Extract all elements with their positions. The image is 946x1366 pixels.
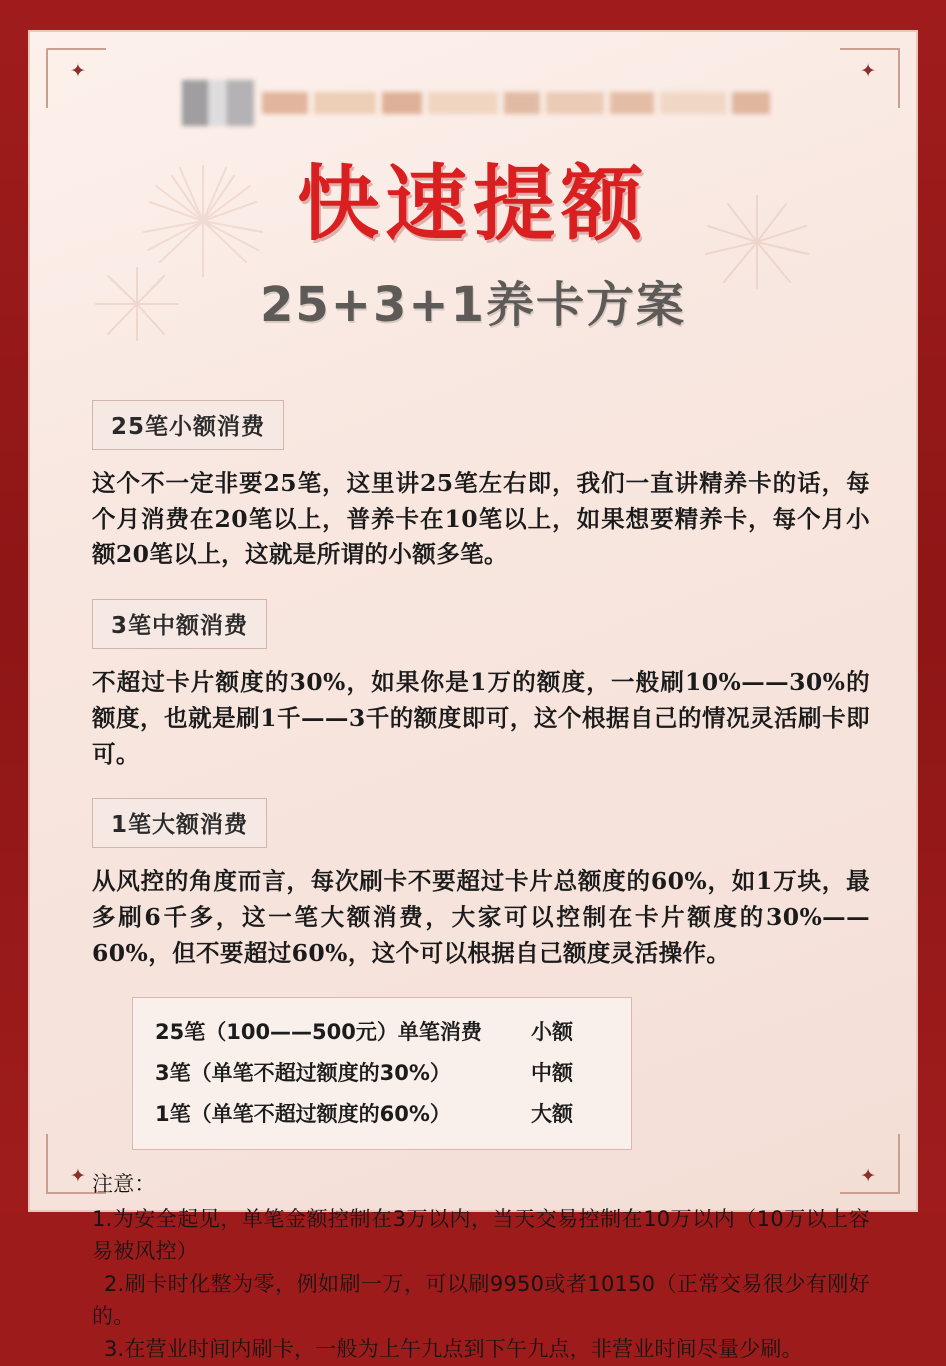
- section-paragraph: 这个不一定非要25笔，这里讲25笔左右即，我们一直讲精养卡的话，每个月消费在20笔以上，普养卡在10笔以上，如果想要精养卡，每个月小额20笔以上，这就是所谓的小额多笔。: [92, 469, 870, 569]
- summary-row: [155, 1094, 613, 1135]
- blurred-text-blocks: [262, 92, 770, 114]
- summary-description: 25笔（100——500元）单笔消费: [155, 1020, 482, 1045]
- summary-tag: 大额: [531, 1102, 573, 1127]
- summary-tag: 小额: [531, 1020, 573, 1045]
- poster-card: [28, 30, 918, 1362]
- note-item: 1.为安全起见，单笔金额控制在3万以内，当天交易控制在10万以内（10万以上容易被风控）: [92, 1206, 870, 1264]
- summary-description: 1笔（单笔不超过额度的60%）: [155, 1102, 451, 1127]
- summary-box: [132, 997, 632, 1150]
- notes-section: [92, 1168, 870, 1365]
- blurred-logo-icon: [182, 80, 254, 126]
- summary-row: [155, 1012, 613, 1053]
- star-icon: ✦: [70, 61, 86, 82]
- section-heading: 25笔小额消费: [92, 400, 284, 450]
- summary-tag: 中额: [531, 1061, 573, 1086]
- content-body: [92, 400, 870, 1366]
- note-item: 3.在营业时间内刷卡，一般为上午九点到下午九点，非营业时间尽量少刷。: [104, 1337, 803, 1362]
- section-large-spend: [92, 798, 870, 971]
- page-title: 快速提额: [296, 157, 649, 252]
- section-heading: 1笔大额消费: [92, 798, 267, 848]
- section-heading: 3笔中额消费: [92, 599, 267, 649]
- section-small-spend: [92, 400, 870, 573]
- summary-row: [155, 1053, 613, 1094]
- page-subtitle: 25+3+1养卡方案: [259, 277, 687, 334]
- note-item: 2.刷卡时化整为零，例如刷一万，可以刷9950或者10150（正常交易很少有刚好的。: [92, 1271, 870, 1329]
- section-paragraph: 不超过卡片额度的30%，如果你是1万的额度，一般刷10%——30%的额度，也就是刷1千——3千的额度即可，这个根据自己的情况灵活刷卡即可。: [92, 668, 870, 768]
- summary-description: 3笔（单笔不超过额度的30%）: [155, 1061, 451, 1086]
- blurred-watermark: [182, 80, 770, 126]
- star-icon: ✦: [860, 1166, 876, 1187]
- section-paragraph: 从风控的角度而言，每次刷卡不要超过卡片总额度的60%，如1万块，最多刷6千多，这一笔大额消费，大家可以控制在卡片额度的30%——60%，但不要超过60%，这个可以根据自己额度灵活操作。: [92, 867, 870, 967]
- star-icon: ✦: [860, 61, 876, 82]
- title-zone: [30, 157, 916, 335]
- notes-title: 注意：: [92, 1172, 156, 1197]
- star-icon: ✦: [70, 1166, 86, 1187]
- section-medium-spend: [92, 599, 870, 772]
